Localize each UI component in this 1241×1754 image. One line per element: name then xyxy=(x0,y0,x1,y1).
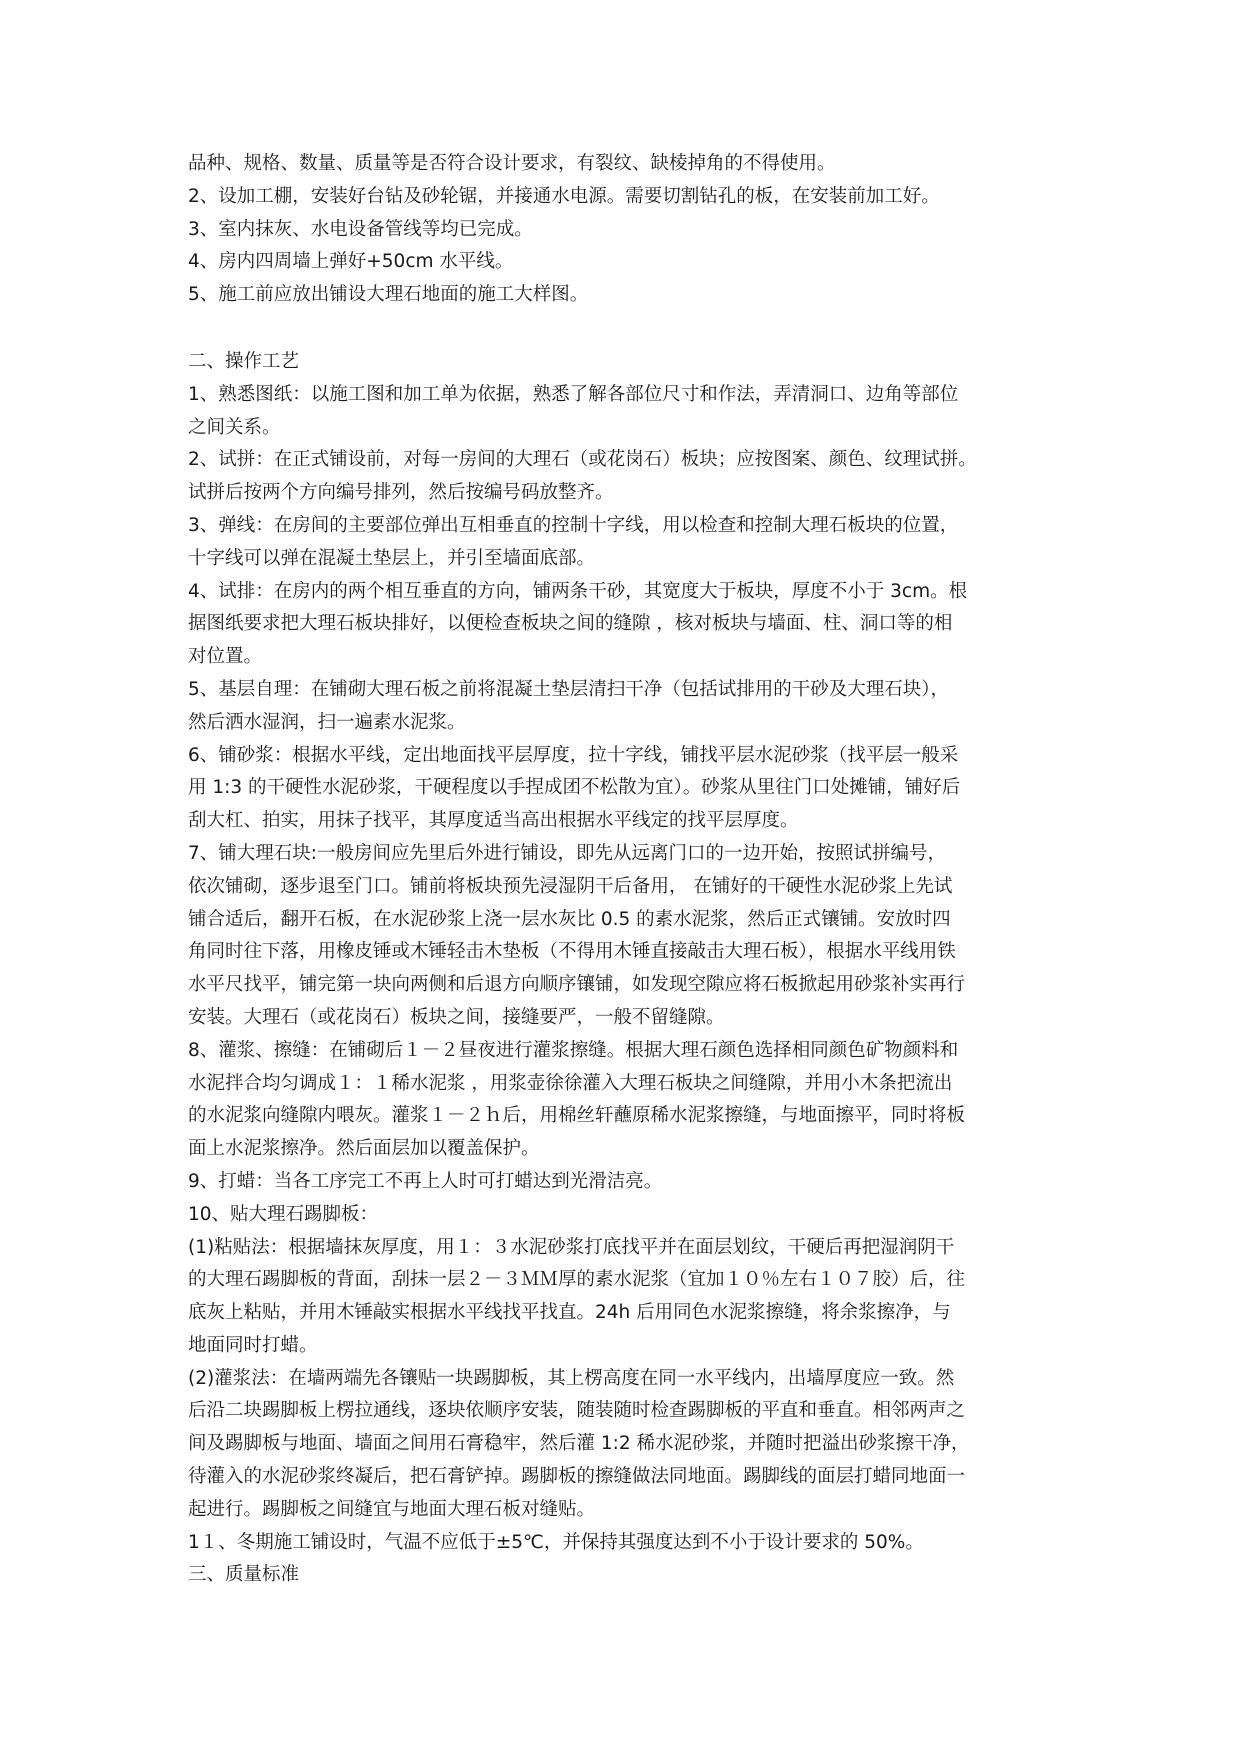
text-line: 5、基层自理：在铺砌大理石板之前将混凝土垫层清扫干净（包括试排用的干砂及大理石块）， xyxy=(188,678,950,700)
text-line: 待灌入的水泥砂浆终凝后，把石膏铲掉。踢脚板的擦缝做法同地面。踢脚线的面层打蜡同地面一 xyxy=(188,1466,966,1488)
text-line: 三、质量标准 xyxy=(188,1564,300,1586)
text-line: 9、打蜡：当各工序完工不再上人时可打蜡达到光滑洁亮。 xyxy=(188,1170,663,1192)
text-line: 水平尺找平，铺完第一块向两侧和后退方向顺序镶铺，如发现空隙应将石板掀起用砂浆补实再行 xyxy=(188,974,966,996)
text-line: 据图纸要求把大理石板块排好，以便检查板块之间的缝隙 ，核对板块与墙面、柱、洞口等的相 xyxy=(188,613,953,635)
text-line: 1、熟悉图纸：以施工图和加工单为依据，熟悉了解各部位尺寸和作法，弄清洞口、边角等部位 xyxy=(188,383,959,405)
text-line: 铺合适后，翻开石板，在水泥砂浆上浇一层水灰比 0.5 的素水泥浆，然后正式镶铺。安放时四 xyxy=(188,908,951,930)
text-line: 试拼后按两个方向编号排列，然后按编号码放整齐。 xyxy=(188,482,614,504)
text-line: 4、试排：在房内的两个相互垂直的方向，铺两条干砂，其宽度大于板块，厚度不小于 3cm。根 xyxy=(188,580,968,602)
blank-line xyxy=(188,312,1058,346)
text-line: 1１、冬期施工铺设时，气温不应低于±5℃，并保持其强度达到不小于设计要求的 50%。 xyxy=(188,1531,924,1553)
text-line: 十字线可以弹在混凝土垫层上，并引至墙面底部。 xyxy=(188,547,596,569)
text-line: 刮大杠、拍实，用抹子找平，其厚度适当高出根据水平线定的找平层厚度。 xyxy=(188,810,799,832)
section-heading: 二、操作工艺 xyxy=(188,350,300,372)
text-line: 面上水泥浆擦净。然后面层加以覆盖保护。 xyxy=(188,1138,540,1160)
text-line: 然后洒水湿润，扫一遍素水泥浆。 xyxy=(188,711,466,733)
text-line: 底灰上粘贴，并用木锤敲实根据水平线找平找直。24h 后用同色水泥浆擦缝，将余浆擦净，与 xyxy=(188,1302,951,1324)
text-line: 地面同时打蜡。 xyxy=(188,1334,318,1356)
text-line: 对位置。 xyxy=(188,646,263,668)
text-line: 角同时往下落，用橡皮锤或木锤轻击木垫板（不得用木锤直接敲击大理石板），根据水平线用铁 xyxy=(188,941,956,963)
text-line: 品种、规格、数量、质量等是否符合设计要求，有裂纹、缺棱掉角的不得使用。 xyxy=(188,153,836,174)
text-line: 的水泥浆向缝隙内喂灰。灌浆１－２ｈ后，用棉丝轩蘸原稀水泥浆擦缝，与地面擦平，同时将板 xyxy=(188,1105,966,1127)
text-line: 7、铺大理石块:一般房间应先里后外进行铺设，即先从远离门口的一边开始，按照试拼编号， xyxy=(188,842,947,864)
text-line: (2)灌浆法：在墙两端先各镶贴一块踢脚板，其上楞高度在同一水平线内，出墙厚度应一致。然 xyxy=(188,1367,955,1389)
text-line: 10、贴大理石踢脚板： xyxy=(188,1203,379,1225)
text-line: 用 1:3 的干硬性水泥砂浆，干硬程度以手捏成团不松散为宜）。砂浆从里往门口处摊铺，铺好后 xyxy=(188,777,961,799)
document-body xyxy=(188,148,1058,1625)
text-line: 安装。大理石（或花岗石）板块之间，接缝要严，一般不留缝隙。 xyxy=(188,1006,725,1028)
text-line: 起进行。踢脚板之间缝宜与地面大理石板对缝贴。 xyxy=(188,1498,596,1520)
text-line: 3、弹线：在房间的主要部位弹出互相垂直的控制十字线，用以检查和控制大理石板块的位置， xyxy=(188,514,959,536)
text-line: 间及踢脚板与地面、墙面之间用石膏稳牢，然后灌 1:2 稀水泥砂浆，并随时把溢出砂浆擦干净， xyxy=(188,1433,970,1455)
text-line: (1)粘贴法：根据墙抹灰厚度，用１：３水泥砂浆打底找平并在面层划纹，干硬后再把湿润阴干 xyxy=(188,1236,955,1258)
text-line: 6、铺砂浆：根据水平线，定出地面找平层厚度，拉十字线，铺找平层水泥砂浆（找平层一般采 xyxy=(188,744,959,766)
text-line: 5、施工前应放出铺设大理石地面的施工大样图。 xyxy=(188,284,589,306)
text-line: 后沿二块踢脚板上楞拉通线，逐块依顺序安装，随装随时检查踢脚板的平直和垂直。相邻两声之 xyxy=(188,1400,966,1422)
text-line: 2、试拼：在正式铺设前，对每一房间的大理石（或花岗石）板块；应按图案、颜色、纹理试拼。 xyxy=(188,449,977,471)
section-heading xyxy=(188,1592,1058,1625)
text-line: 的大理石踢脚板的背面，刮抹一层２－３ＭＭ厚的素水泥浆（宜加１０％左右１０７胶）后，往 xyxy=(188,1269,966,1291)
text-line: 2、设加工棚，安装好台钻及砂轮锯，并接通水电源。需要切割钻孔的板，在安装前加工好。 xyxy=(188,185,940,207)
text-line: 8、灌浆、擦缝：在铺砌后１－２昼夜进行灌浆擦缝。根据大理石颜色选择相同颜色矿物颜料和 xyxy=(188,1039,959,1061)
text-line: 依次铺砌，逐步退至门口。铺前将板块预先浸湿阴干后备用， 在铺好的干硬性水泥砂浆上先试 xyxy=(188,875,953,897)
text-line: 之间关系。 xyxy=(188,416,281,438)
text-line: 4、房内四周墙上弹好+50cm 水平线。 xyxy=(188,251,514,273)
text-line: 3、室内抹灰、水电设备管线等均已完成。 xyxy=(188,218,533,240)
text-line: 水泥拌合均匀调成１：１稀水泥浆 ，用浆壶徐徐灌入大理石板块之间缝隙，并用小木条把流出 xyxy=(188,1072,953,1094)
